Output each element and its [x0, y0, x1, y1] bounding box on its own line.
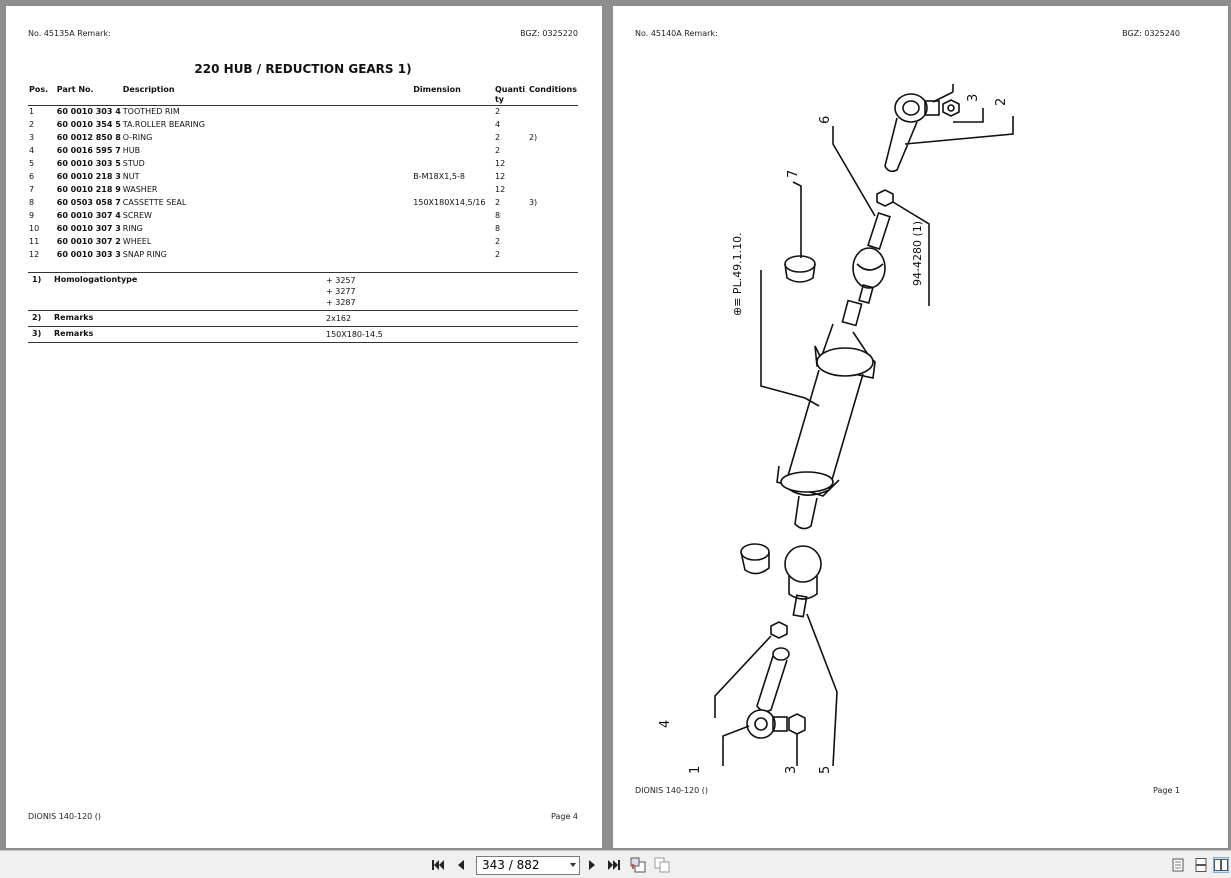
col-description: Description — [122, 85, 412, 105]
cell-conditions: 3) — [528, 198, 538, 207]
cell-pos: 8 — [29, 198, 35, 207]
single-page-view-button[interactable] — [1170, 857, 1186, 873]
cell-part-no: 60 0010 218 3 — [56, 172, 121, 181]
last-page-icon — [607, 859, 621, 871]
cell-part-no: 60 0010 307 3 — [56, 224, 121, 233]
cell-description: HUB — [122, 146, 141, 155]
note-value: + 3287 — [326, 298, 356, 307]
cap-upper — [785, 182, 815, 282]
notes-table — [28, 272, 578, 343]
cell-quantity: 4 — [494, 120, 501, 129]
ref-left: ⊕≡ PL.49.1.10. — [731, 232, 744, 316]
cell-pos: 12 — [29, 250, 40, 259]
cell-dimension: 150X180X14,5/16 — [413, 198, 486, 207]
table-row — [28, 183, 578, 196]
table-row — [28, 105, 578, 118]
footer-page-number: Page 1 — [1153, 786, 1180, 795]
note-label: Homologationtype — [52, 273, 324, 311]
table-row — [28, 222, 578, 235]
cell-quantity: 2 — [494, 133, 501, 142]
cap-lower — [741, 544, 769, 574]
note-key: 1) — [28, 273, 52, 311]
cell-description: NUT — [122, 172, 140, 181]
cell-pos: 11 — [29, 237, 40, 246]
cell-conditions — [528, 222, 578, 235]
header-left: No. 45135A Remark: — [28, 29, 111, 38]
table-row — [28, 157, 578, 170]
chevron-down-icon[interactable] — [570, 863, 576, 867]
copy-icon — [654, 857, 670, 873]
note-value: 2x162 — [326, 314, 352, 323]
cell-dimension — [412, 209, 494, 222]
table-header-row — [28, 85, 578, 105]
cell-pos: 3 — [29, 133, 35, 142]
axle-housing — [761, 270, 875, 529]
cell-quantity: 2 — [494, 250, 501, 259]
cell-dimension — [412, 235, 494, 248]
cell-description: WASHER — [122, 185, 158, 194]
cell-conditions — [528, 235, 578, 248]
cell-pos: 10 — [29, 224, 40, 233]
cell-dimension — [412, 105, 494, 118]
cell-dimension — [412, 131, 494, 144]
page-left — [6, 6, 602, 848]
small-nut — [877, 190, 893, 206]
cell-quantity: 8 — [494, 211, 501, 220]
label-1: 1 — [688, 765, 703, 774]
facing-pages-view-button[interactable] — [1213, 857, 1229, 873]
header-right: BGZ: 0325220 — [520, 29, 578, 38]
cell-part-no: 60 0010 307 2 — [56, 237, 121, 246]
last-page-button[interactable] — [606, 857, 622, 873]
cell-part-no: 60 0010 307 4 — [56, 211, 121, 220]
footer-left: DIONIS 140-120 () — [635, 786, 708, 795]
cell-dimension — [412, 118, 494, 131]
lower-nut — [771, 622, 787, 638]
cell-pos: 6 — [29, 172, 35, 181]
note-value: 150X180-14.5 — [326, 330, 383, 339]
first-page-button[interactable] — [430, 857, 446, 873]
col-pos: Pos. — [28, 85, 56, 105]
col-quantity: Quanti ty — [494, 85, 528, 105]
cell-part-no: 60 0010 303 5 — [56, 159, 121, 168]
cell-conditions — [528, 248, 578, 261]
note-value: + 3257 — [326, 276, 356, 285]
note-row — [28, 273, 578, 311]
label-3-bottom: 3 — [784, 765, 799, 774]
cell-conditions: 2) — [528, 133, 538, 142]
col-part-no: Part No. — [56, 85, 122, 105]
facing-pages-icon — [1214, 859, 1228, 871]
cell-conditions — [528, 118, 578, 131]
cell-dimension — [412, 183, 494, 196]
note-label: Remarks — [52, 327, 324, 343]
copy-button[interactable] — [654, 857, 670, 873]
single-page-icon — [1172, 858, 1184, 872]
table-row — [28, 209, 578, 222]
table-row — [28, 248, 578, 261]
cell-pos: 1 — [29, 107, 35, 117]
continuous-view-button[interactable] — [1193, 857, 1209, 873]
cell-conditions — [528, 209, 578, 222]
rotate-button[interactable] — [630, 857, 646, 873]
cell-pos: 4 — [29, 146, 35, 155]
cell-description: SCREW — [122, 211, 152, 220]
note-values — [324, 311, 578, 327]
cell-conditions — [528, 105, 578, 118]
leader-6 — [833, 126, 875, 216]
prev-page-button[interactable] — [453, 857, 469, 873]
cell-quantity: 2 — [494, 146, 501, 155]
table-row — [28, 118, 578, 131]
label-2: 2 — [994, 97, 1009, 106]
table-row — [28, 144, 578, 157]
cell-part-no: 60 0010 303 3 — [56, 250, 121, 259]
cell-part-no: 60 0016 595 7 — [56, 146, 121, 155]
cell-quantity: 12 — [494, 185, 506, 194]
col-dimension: Dimension — [412, 85, 494, 105]
cell-description: STUD — [122, 159, 145, 168]
cell-pos: 7 — [29, 185, 35, 194]
cell-quantity: 2 — [494, 237, 501, 246]
header-right: BGZ: 0325240 — [1122, 29, 1180, 38]
tie-rod-end-bottom — [723, 648, 805, 766]
col-conditions: Conditions — [528, 85, 578, 105]
cell-description: WHEEL — [122, 237, 152, 246]
ball-joint-lower — [785, 546, 837, 766]
footer-page-number: Page 4 — [551, 812, 578, 821]
cell-pos: 9 — [29, 211, 35, 220]
leader-4 — [715, 636, 771, 718]
cell-description: O-RING — [122, 133, 153, 142]
cell-pos: 2 — [29, 120, 35, 129]
cell-dimension — [412, 222, 494, 235]
note-row — [28, 327, 578, 343]
label-5: 5 — [818, 765, 833, 774]
note-label: Remarks — [52, 311, 324, 327]
page-right — [613, 6, 1228, 848]
next-page-icon — [587, 859, 597, 871]
note-values — [324, 273, 578, 311]
cell-part-no: 60 0010 354 5 — [56, 120, 121, 129]
page-indicator: 343 / 882 — [482, 858, 540, 872]
cell-quantity: 2 — [494, 107, 501, 117]
label-6: 6 — [818, 115, 833, 124]
next-page-button[interactable] — [584, 857, 600, 873]
cell-part-no: 60 0503 058 7 — [56, 198, 121, 207]
cell-dimension — [412, 248, 494, 261]
navigation-toolbar — [0, 850, 1231, 878]
table-row — [28, 170, 578, 183]
ball-joint-upper — [853, 213, 890, 303]
cell-part-no: 60 0010 218 9 — [56, 185, 121, 194]
cell-description: RING — [122, 224, 143, 233]
cell-part-no: 60 0010 303 4 — [56, 107, 121, 117]
table-row — [28, 235, 578, 248]
cell-pos: 5 — [29, 159, 35, 168]
first-page-icon — [431, 859, 445, 871]
cell-description: CASSETTE SEAL — [122, 198, 187, 207]
ref-right: 94-4280 (1) — [911, 220, 924, 286]
cell-description: SNAP RING — [122, 250, 167, 259]
label-3-top: 3 — [966, 93, 981, 102]
page-number-input[interactable] — [476, 856, 580, 875]
cell-description: TA.ROLLER BEARING — [122, 120, 205, 129]
header-left: No. 45140A Remark: — [635, 29, 718, 38]
cell-dimension — [412, 157, 494, 170]
label-7: 7 — [786, 169, 801, 178]
cell-dimension — [412, 144, 494, 157]
cell-conditions — [528, 157, 578, 170]
cell-conditions — [528, 183, 578, 196]
note-values — [324, 327, 578, 343]
cell-conditions — [528, 170, 578, 183]
label-4: 4 — [658, 719, 673, 728]
prev-page-icon — [456, 859, 466, 871]
note-row — [28, 311, 578, 327]
note-value: + 3277 — [326, 287, 356, 296]
footer-left: DIONIS 140-120 () — [28, 812, 101, 821]
note-key: 3) — [28, 327, 52, 343]
cell-part-no: 60 0012 850 8 — [56, 133, 121, 142]
cell-quantity: 12 — [494, 172, 506, 181]
cell-quantity: 12 — [494, 159, 506, 168]
continuous-icon — [1195, 858, 1207, 872]
tie-rod-end-top — [885, 84, 1013, 171]
page-title: 220 HUB / REDUCTION GEARS 1) — [194, 62, 412, 76]
cell-quantity: 8 — [494, 224, 501, 233]
exploded-view-drawing — [653, 66, 1033, 786]
cell-quantity: 2 — [494, 198, 501, 207]
cell-dimension: B-M18X1,5-8 — [413, 172, 465, 181]
cell-conditions — [528, 144, 578, 157]
rotate-icon — [630, 857, 646, 873]
note-key: 2) — [28, 311, 52, 327]
table-row — [28, 196, 578, 209]
table-row — [28, 131, 578, 144]
parts-table — [28, 85, 578, 261]
cell-description: TOOTHED RIM — [122, 107, 180, 117]
